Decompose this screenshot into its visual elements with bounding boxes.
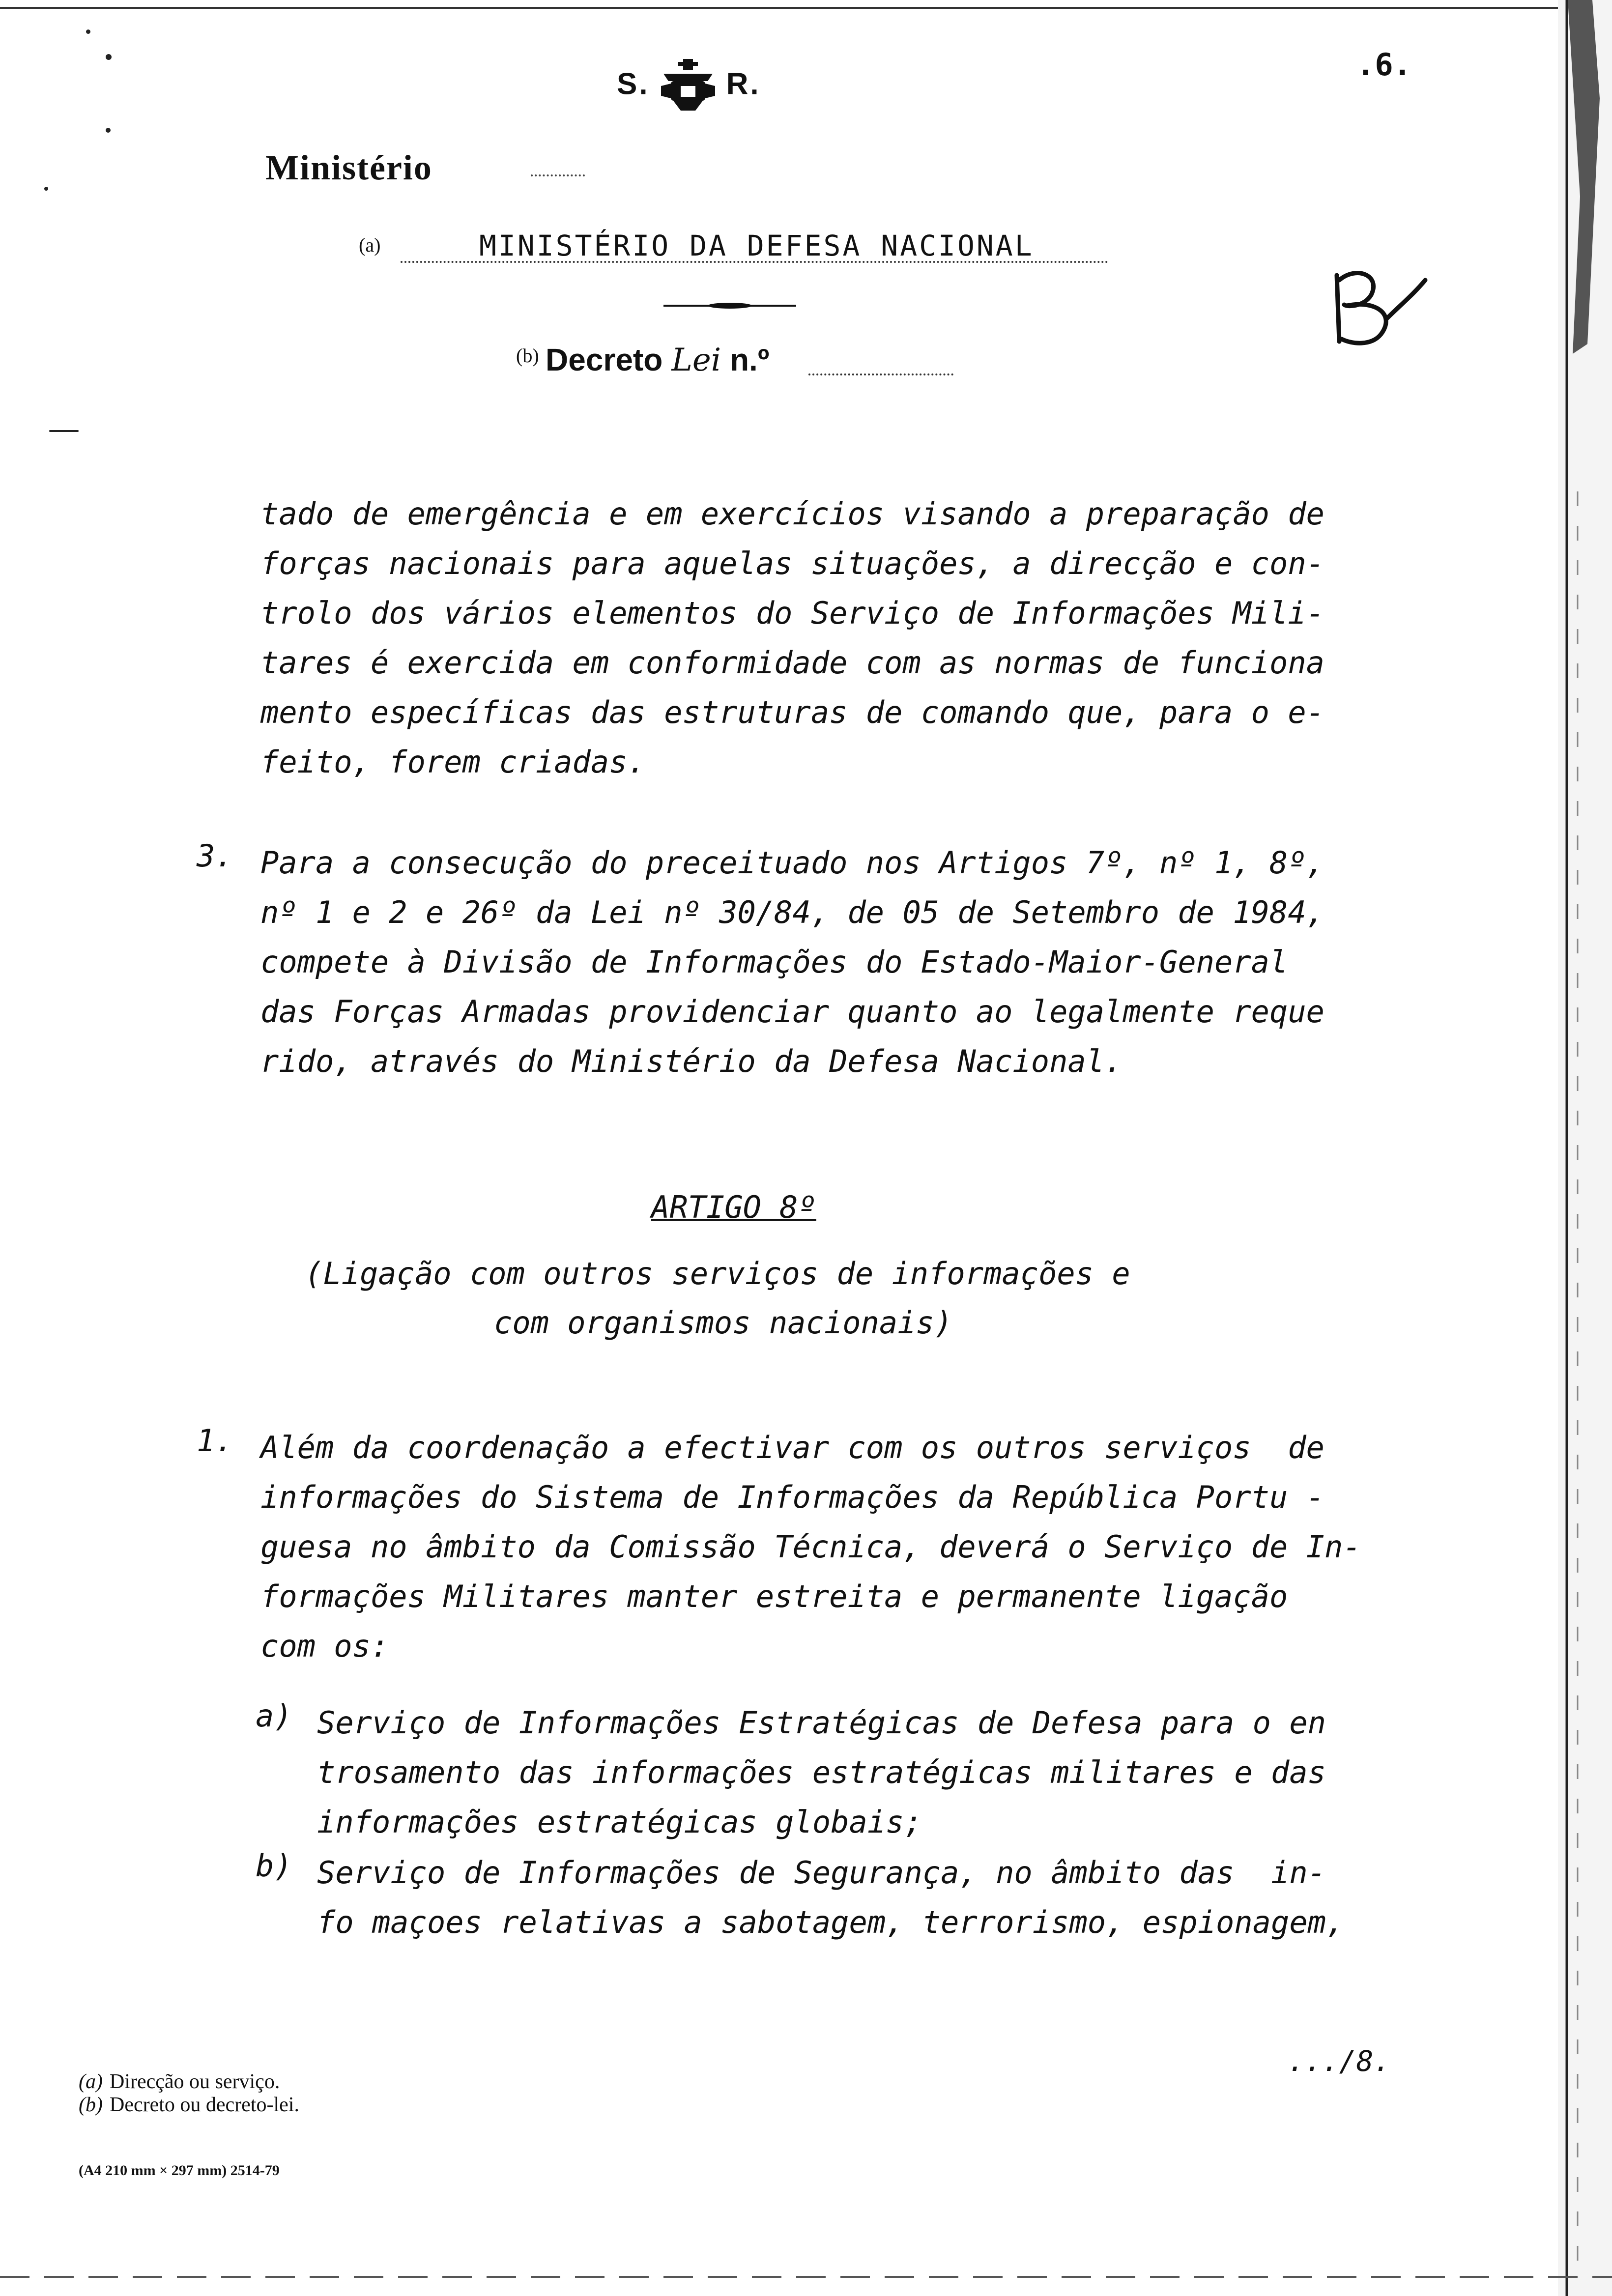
scan-speck	[106, 128, 111, 133]
text-line: compete à Divisão de Informações do Estado-Maior-General	[260, 944, 1288, 980]
ministerio-label: Ministério	[265, 148, 432, 187]
paragraph-3	[260, 838, 1324, 1086]
text-line: feito, forem criadas.	[260, 744, 646, 780]
form-print-code: (A4 210 mm × 297 mm) 2514-79	[79, 2162, 280, 2179]
header-s: S.	[617, 67, 650, 101]
text-line: das Forças Armadas providenciar quanto ao legalmente reque	[260, 994, 1324, 1030]
scan-speck	[106, 54, 112, 60]
text-line: informações do Sistema de Informações da República Portu -	[260, 1479, 1324, 1515]
decreto-dotted-line	[808, 373, 953, 375]
scan-speck	[44, 187, 48, 191]
header-r: R.	[726, 67, 761, 101]
text-line: tado de emergência e em exercícios visando a preparação de	[260, 496, 1324, 532]
item-b-text	[317, 1848, 1344, 1947]
text-line: nº 1 e 2 e 26º da Lei nº 30/84, de 05 de Setembro de 1984,	[260, 894, 1324, 930]
footnote-b-text: Decreto ou decreto-lei.	[109, 2094, 299, 2116]
paragraph-1-number: 1.	[197, 1423, 233, 1459]
text-line: Para a consecução do preceituado nos Artigos 7º, nº 1, 8º,	[260, 845, 1324, 881]
article-title: ARTIGO 8º	[651, 1189, 816, 1225]
text-line: com os:	[260, 1628, 389, 1664]
text-line: Além da coordenação a efectivar com os outros serviços de	[260, 1430, 1324, 1465]
decreto-handwritten: Lei	[671, 342, 721, 378]
paragraph-1	[260, 1423, 1361, 1671]
text-line: mento específicas das estruturas de comando que, para o e-	[260, 694, 1324, 730]
text-line: formações Militares manter estreita e permanente ligação	[260, 1578, 1288, 1614]
scan-speck	[49, 430, 79, 432]
item-b-label: b)	[256, 1848, 292, 1884]
paragraph-3-number: 3.	[197, 838, 233, 874]
text-line: Serviço de Informações de Segurança, no âmbito das in-	[317, 1855, 1326, 1891]
text-line: guesa no âmbito da Comissão Técnica, deverá o Serviço de In-	[260, 1529, 1361, 1565]
page-number: .6.	[1356, 47, 1411, 83]
item-a-text	[317, 1698, 1326, 1847]
scan-top-edge	[0, 7, 1573, 9]
ministerio-dotted-line	[531, 174, 585, 176]
article-subtitle-line-1: (Ligação com outros serviços de informações e	[305, 1256, 1130, 1292]
scan-speck	[86, 29, 90, 34]
paragraph-2-continuation	[260, 489, 1324, 787]
continuation-marker: .../8.	[1288, 2044, 1391, 2078]
footnote-a	[79, 2071, 280, 2092]
field-label-a: (a)	[359, 234, 381, 256]
header-sr	[617, 59, 761, 113]
text-line: Serviço de Informações Estratégicas de Defesa para o en	[317, 1705, 1326, 1741]
item-a-label: a)	[256, 1698, 292, 1734]
decreto-label: Decreto	[546, 342, 663, 377]
handwritten-initial	[1327, 260, 1435, 349]
scan-right-edge	[1558, 0, 1612, 2296]
field-label-b: (b)	[516, 344, 539, 367]
coat-of-arms-icon	[659, 59, 718, 113]
scan-bottom-edge	[0, 2275, 1612, 2278]
decreto-field	[546, 342, 769, 378]
text-line: tares é exercida em conformidade com as normas de funciona	[260, 645, 1324, 681]
text-line: fo maçoes relativas a sabotagem, terrorismo, espionagem,	[317, 1904, 1345, 1940]
text-line: rido, através do Ministério da Defesa Nacional.	[260, 1043, 1123, 1079]
ornamental-rule	[663, 302, 796, 309]
text-line: informações estratégicas globais;	[317, 1804, 922, 1840]
footnote-a-label: (a)	[79, 2070, 103, 2093]
footnote-b	[79, 2095, 299, 2115]
footnote-a-text: Direcção ou serviço.	[109, 2070, 280, 2093]
text-line: trosamento das informações estratégicas militares e das	[317, 1754, 1326, 1790]
text-line: forças nacionais para aquelas situações, a direcção e con-	[260, 545, 1324, 581]
ministry-name: MINISTÉRIO DA DEFESA NACIONAL	[479, 229, 1034, 262]
text-line: trolo dos vários elementos do Serviço de Informações Mili-	[260, 595, 1324, 631]
article-subtitle-line-2: com organismos nacionais)	[494, 1305, 953, 1341]
footnote-b-label: (b)	[79, 2094, 103, 2116]
ministry-field	[401, 231, 1108, 263]
decreto-number-label: n.º	[729, 342, 770, 377]
